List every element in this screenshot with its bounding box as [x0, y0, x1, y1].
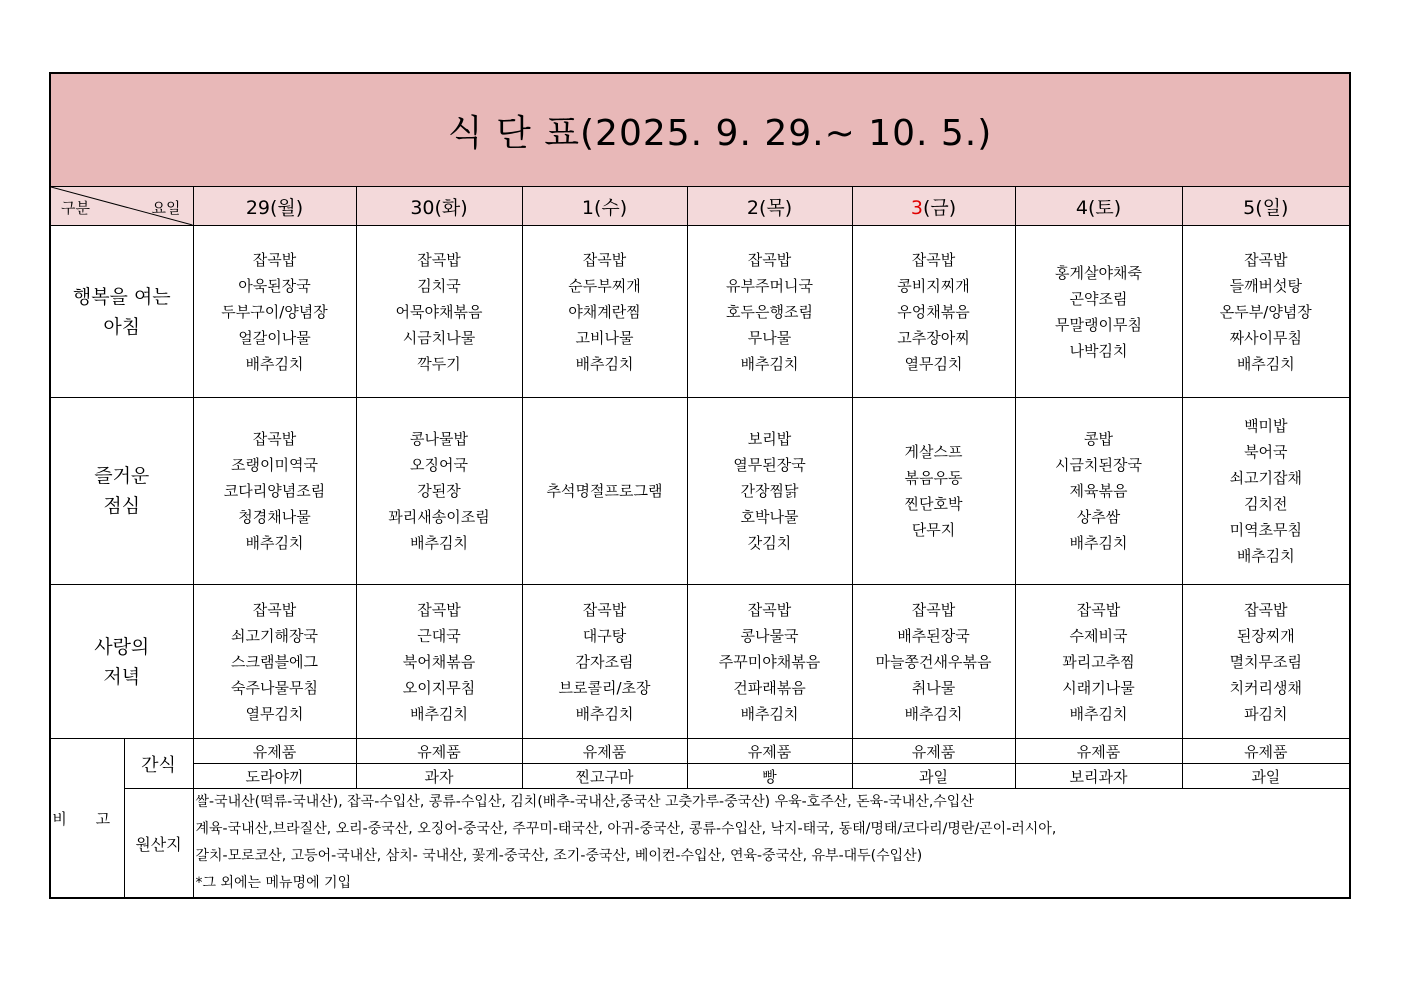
snack-cell: 과일 [1182, 764, 1350, 789]
menu-cell [687, 585, 852, 739]
dish-item: 잡곡밥 [252, 250, 297, 269]
dish-item: 콩나물밥 [410, 430, 468, 448]
day-number: 29 [245, 196, 270, 219]
dish-item: 배추김치 [410, 704, 468, 723]
menu-cell [1182, 226, 1350, 398]
dish-item: 오징어국 [410, 456, 468, 474]
dish-item: 콩나물국 [740, 626, 799, 645]
dish-item: 된장찌개 [1236, 626, 1295, 645]
dish-item: 쇠고기해장국 [231, 626, 318, 645]
dish-item: 백미밥 [1244, 417, 1288, 435]
dish-item: 수제비국 [1069, 626, 1128, 645]
meal-label [50, 398, 193, 585]
menu-cell [852, 585, 1015, 739]
dish-item: 잡곡밥 [252, 430, 297, 448]
dish-item: 열무김치 [904, 354, 963, 373]
dish-item: 두부구이/양념장 [221, 302, 328, 321]
menu-cell [1182, 398, 1350, 585]
dish-item: 대구탕 [582, 626, 627, 645]
dish-item: 배추김치 [410, 534, 468, 552]
dish-item: 잡곡밥 [1076, 600, 1121, 619]
snack-cell: 유제품 [852, 739, 1015, 764]
day-number: 2 [746, 196, 759, 219]
dish-item: 들깨버섯탕 [1229, 276, 1303, 295]
day-header [687, 187, 852, 226]
menu-cell [687, 226, 852, 398]
day-number: 3 [910, 196, 923, 219]
dish-item: 어묵야채볶음 [395, 302, 483, 321]
notes-label: 비 고 [50, 739, 124, 899]
dish-item: 볶음우동 [904, 469, 963, 487]
meal-row [50, 398, 1350, 585]
dish-item: 콩비지찌개 [897, 276, 970, 295]
dish-item: 야채계란찜 [568, 302, 641, 321]
dish-item: 배추김치 [904, 704, 963, 723]
day-header [852, 187, 1015, 226]
dish-item: 열무된장국 [733, 456, 806, 474]
dish-item: 배추김치 [1069, 534, 1128, 552]
day-of-week: (일) [1255, 196, 1289, 219]
menu-cell [852, 226, 1015, 398]
corner-left-label: 구분 [61, 199, 90, 217]
snack-cell: 보리과자 [1015, 764, 1182, 789]
menu-cell [193, 226, 356, 398]
dish-item: 곤약조림 [1069, 289, 1128, 308]
dish-item: 잡곡밥 [582, 600, 627, 619]
dish-item: 호두은행조림 [726, 302, 813, 321]
origin-line: 갈치-모로코산, 고등어-국내산, 삼치- 국내산, 꽃게-중국산, 조기-중국산, 베이컨-수입산, 연육-중국산, 유부-대두(수입산) [195, 848, 923, 864]
day-of-week: (화) [434, 196, 468, 219]
meal-row [50, 226, 1350, 398]
snack-cell: 유제품 [356, 739, 522, 764]
dish-item: 멸치무조림 [1229, 652, 1303, 671]
dish-item: 배추김치 [245, 534, 304, 552]
dish-item: 스크램블에그 [231, 652, 318, 671]
dish-item: 배추김치 [575, 354, 634, 373]
dish-item: 잡곡밥 [911, 250, 956, 269]
dish-item: 숙주나물무침 [231, 678, 318, 697]
menu-cell [522, 226, 687, 398]
snack-cell: 유제품 [1015, 739, 1182, 764]
day-of-week: (토) [1087, 196, 1122, 219]
page-title [50, 73, 1350, 187]
day-header [522, 187, 687, 226]
day-number: 30 [410, 196, 435, 219]
dish-item: 단무지 [911, 521, 956, 539]
meal-label [50, 226, 193, 398]
dish-item: 북어채볶음 [402, 652, 476, 671]
dish-item: 코다리양념조림 [223, 482, 326, 500]
dish-item: 배추김치 [1069, 704, 1128, 723]
meal-label-line: 행복을 여는 [72, 285, 171, 308]
dish-item: 잡곡밥 [747, 250, 792, 269]
dish-item: 근대국 [417, 626, 461, 645]
dish-item: 취나물 [911, 678, 956, 697]
dish-item: 건파래볶음 [733, 678, 806, 697]
day-number: 4 [1075, 196, 1088, 219]
dish-item: 시금치나물 [402, 328, 476, 347]
dish-item: 고비나물 [575, 328, 634, 347]
dish-item: 상추쌈 [1076, 508, 1121, 526]
dish-item: 김치국 [417, 276, 461, 295]
meal-label-line: 점심 [103, 495, 141, 517]
origin-text [193, 789, 1350, 899]
menu-cell [522, 398, 687, 585]
dish-item: 호박나물 [740, 508, 799, 526]
dish-item: 배추된장국 [897, 626, 970, 645]
dish-item: 쇠고기잡채 [1229, 469, 1303, 487]
corner-right-label: 요일 [151, 199, 181, 217]
meal-label-line: 즐거운 [94, 465, 150, 487]
snack-cell: 빵 [687, 764, 852, 789]
menu-cell [1015, 226, 1182, 398]
dish-item: 유부주머니국 [726, 276, 813, 295]
snack-cell: 유제품 [193, 739, 356, 764]
dish-item: 짜사이무침 [1229, 328, 1303, 347]
dish-item: 무말랭이무침 [1055, 315, 1142, 334]
dish-item: 감자조림 [575, 652, 634, 671]
dish-item: 청경채나물 [238, 508, 311, 526]
dish-item: 잡곡밥 [1244, 600, 1288, 619]
snack-row [50, 764, 1350, 789]
snack-cell: 과자 [356, 764, 522, 789]
dish-item: 시금치된장국 [1055, 456, 1142, 474]
dish-item: 파김치 [1244, 704, 1288, 723]
snack-cell: 찐고구마 [522, 764, 687, 789]
dish-item: 미역초무침 [1229, 521, 1303, 539]
dish-item: 주꾸미야채볶음 [718, 652, 821, 671]
dish-item: 잡곡밥 [582, 250, 627, 269]
dish-item: 고추장아찌 [897, 328, 970, 347]
dish-item: 오이지무침 [402, 678, 476, 697]
dish-item: 아욱된장국 [238, 276, 311, 295]
dish-item: 배추김치 [1236, 354, 1295, 373]
dish-item: 잡곡밥 [1244, 250, 1288, 269]
dish-item: 잡곡밥 [911, 600, 956, 619]
snack-cell: 유제품 [522, 739, 687, 764]
menu-cell [1182, 585, 1350, 739]
dish-item: 잡곡밥 [417, 250, 461, 269]
title-text: 식 단 표(2025. 9. 29.~ 10. 5.) [447, 112, 993, 154]
dish-item: 콩밥 [1084, 430, 1113, 448]
dish-item: 간장찜닭 [740, 482, 799, 500]
snack-label: 간식 [124, 739, 193, 789]
dish-item: 시래기나물 [1062, 678, 1135, 697]
dish-item: 강된장 [417, 482, 461, 500]
dish-item: 열무김치 [245, 704, 304, 723]
dish-item: 제육볶음 [1069, 482, 1128, 500]
day-header [1015, 187, 1182, 226]
dish-item: 잡곡밥 [417, 600, 461, 619]
corner-header [50, 187, 193, 226]
dish-item: 무나물 [747, 328, 792, 347]
snack-cell: 도라야끼 [193, 764, 356, 789]
meal-label [50, 585, 193, 739]
menu-cell [356, 398, 522, 585]
origin-label: 원산지 [124, 789, 193, 899]
snack-cell: 과일 [852, 764, 1015, 789]
meal-plan-table [49, 72, 1351, 899]
menu-cell [687, 398, 852, 585]
origin-line: *그 외에는 메뉴명에 기입 [195, 875, 352, 891]
dish-item: 브로콜리/초장 [558, 678, 651, 697]
day-of-week: (목) [758, 196, 793, 219]
snack-cell: 유제품 [687, 739, 852, 764]
dish-item: 찐단호박 [904, 495, 963, 513]
dish-item: 우엉채볶음 [897, 302, 970, 321]
dish-item: 마늘쫑건새우볶음 [875, 652, 992, 671]
snack-row [50, 739, 1350, 764]
dish-item: 게살스프 [904, 443, 963, 461]
dish-item: 꽈리고추찜 [1062, 652, 1135, 671]
dish-item: 배추김치 [245, 354, 304, 373]
dish-item: 깍두기 [417, 354, 461, 373]
meal-label-line: 아침 [103, 315, 141, 338]
day-header [193, 187, 356, 226]
dish-item: 북어국 [1244, 443, 1288, 461]
origin-row [50, 789, 1350, 899]
snack-cell: 유제품 [1182, 739, 1350, 764]
dish-item: 온두부/양념장 [1219, 302, 1312, 321]
dish-item: 잡곡밥 [252, 600, 297, 619]
dish-item: 조랭이미역국 [231, 456, 318, 474]
dish-item: 잡곡밥 [747, 600, 792, 619]
dish-item: 김치전 [1244, 495, 1288, 513]
menu-cell [852, 398, 1015, 585]
meal-label-line: 저녁 [103, 665, 141, 688]
dish-item: 갓김치 [747, 534, 792, 552]
dish-item: 순두부찌개 [568, 276, 641, 295]
meal-label-line: 사랑의 [94, 635, 150, 658]
dish-item: 홍게살야채죽 [1055, 263, 1142, 282]
dish-item: 꽈리새송이조림 [388, 508, 490, 526]
menu-cell [356, 585, 522, 739]
dish-item: 추석명절프로그램 [546, 482, 663, 500]
day-header [1182, 187, 1350, 226]
menu-cell [356, 226, 522, 398]
dish-item: 얼갈이나물 [238, 328, 311, 347]
dish-item: 배추김치 [1236, 547, 1295, 565]
day-number: 1 [581, 196, 594, 219]
origin-line: 쌀-국내산(떡류-국내산), 잡곡-수입산, 콩류-수입산, 김치(배추-국내산,중국산 고춧가루-중국산) 우육-호주산, 돈육-국내산,수입산 [195, 794, 974, 810]
menu-cell [193, 585, 356, 739]
meal-row [50, 585, 1350, 739]
origin-line: 계육-국내산,브라질산, 오리-중국산, 오징어-중국산, 주꾸미-태국산, 아귀-중국산, 콩류-수입산, 낙지-태국, 동태/명태/코다리/명란/곤이-러시아, [195, 821, 1057, 837]
dish-item: 보리밥 [747, 430, 792, 448]
dish-item: 치커리생채 [1229, 678, 1303, 697]
day-of-week: (수) [593, 196, 628, 219]
dish-item: 나박김치 [1069, 341, 1128, 360]
dish-item: 배추김치 [575, 704, 634, 723]
menu-cell [1015, 585, 1182, 739]
day-header [356, 187, 522, 226]
menu-cell [1015, 398, 1182, 585]
menu-cell [522, 585, 687, 739]
day-of-week: (월) [270, 196, 304, 219]
day-number: 5 [1243, 196, 1256, 219]
dish-item: 배추김치 [740, 704, 799, 723]
menu-cell [193, 398, 356, 585]
day-of-week: (금) [922, 196, 957, 219]
dish-item: 배추김치 [740, 354, 799, 373]
